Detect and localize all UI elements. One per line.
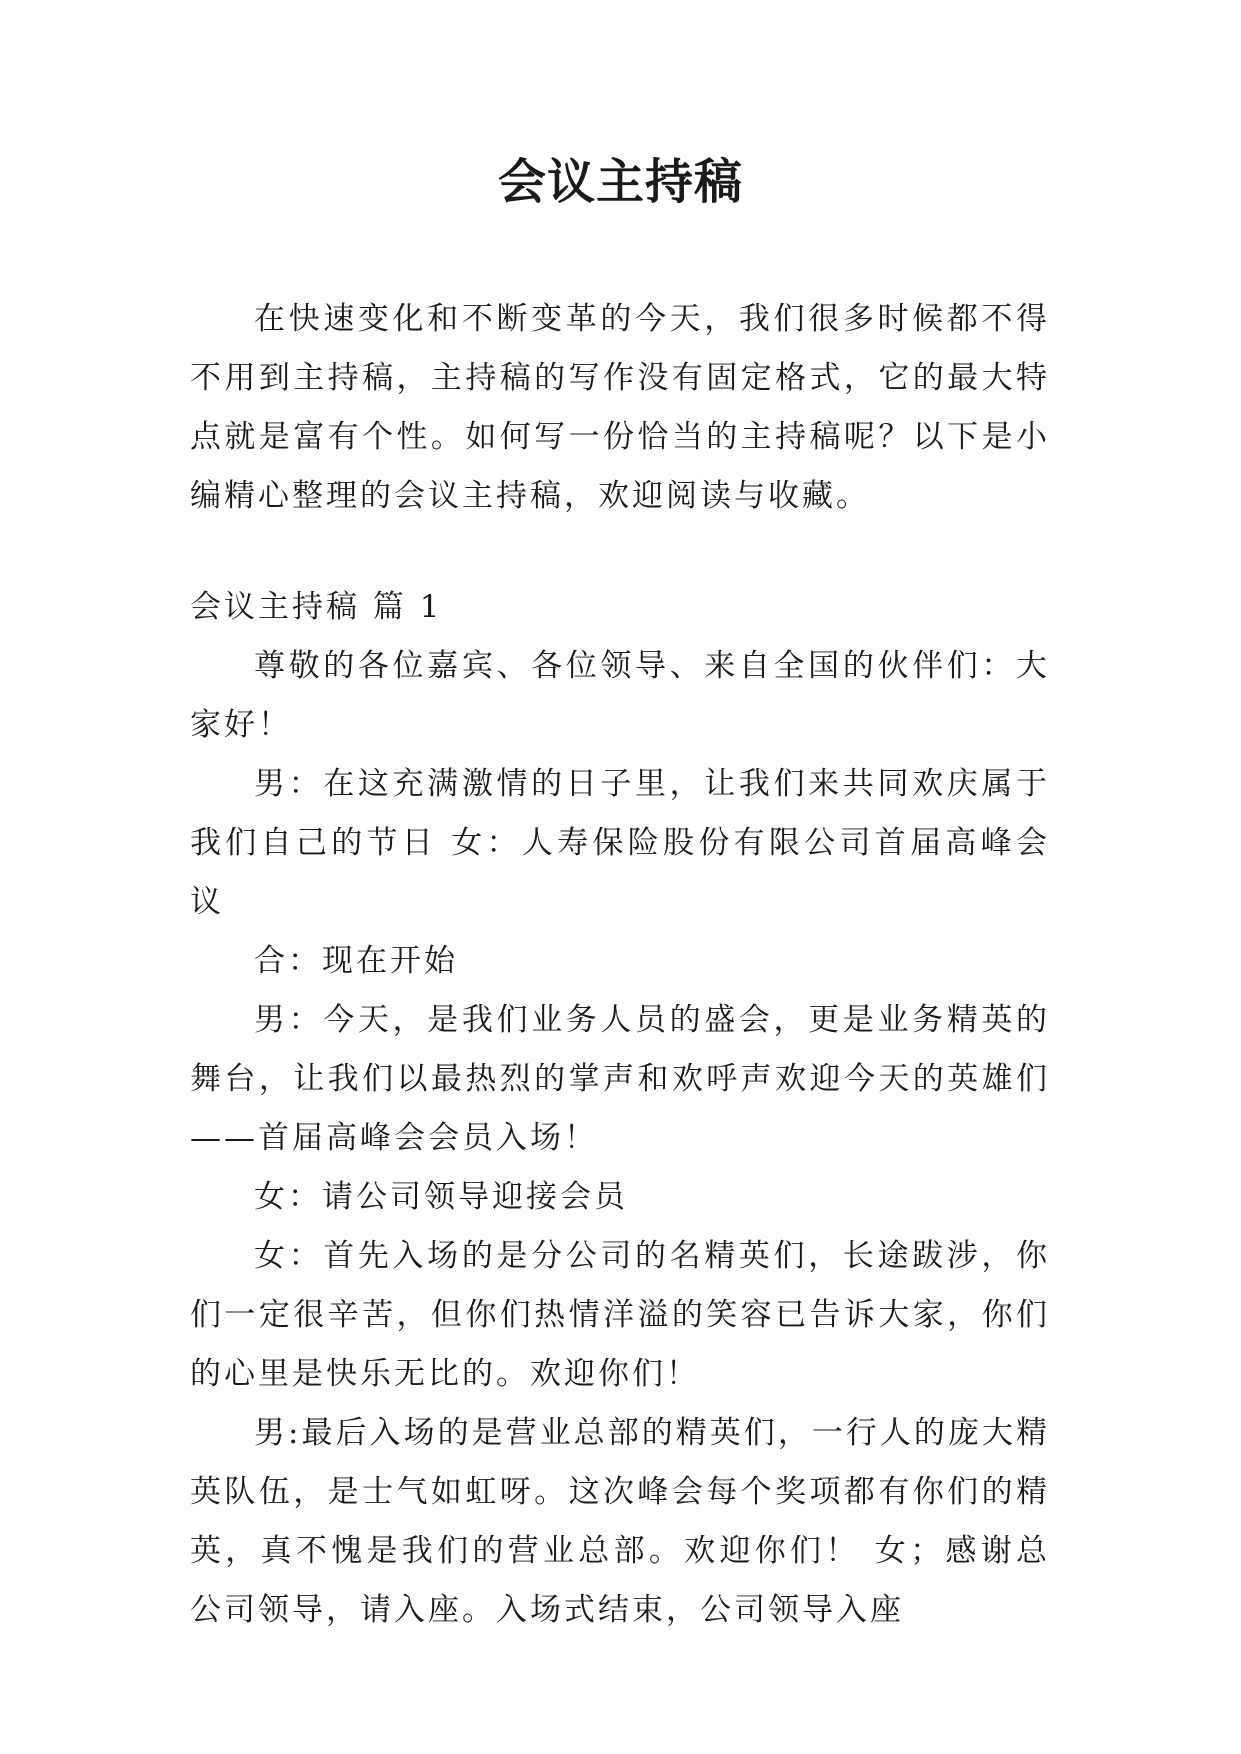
body-paragraph-greeting: 尊敬的各位嘉宾、各位领导、来自全国的伙伴们：大家好！ xyxy=(190,648,1050,743)
section-heading: 会议主持稿 篇 1 xyxy=(190,589,443,625)
body-paragraph-branch-entry: 女：首先入场的是分公司的名精英们，长途跋涉，你们一定很辛苦，但你们热情洋溢的笑容已告诉大家，你们的心里是快乐无比的。欢迎你们！ xyxy=(190,1238,1050,1392)
body-paragraph-opening: 男：在这充满激情的日子里，让我们来共同欢庆属于我们自己的节日 女：人寿保险股份有限公司首届高峰会议 xyxy=(190,766,1050,920)
intro-paragraph: 在快速变化和不断变革的今天，我们很多时候都不得不用到主持稿，主持稿的写作没有固定格式，它的最大特点就是富有个性。如何写一份恰当的主持稿呢？以下是小编精心整理的会议主持稿，欢迎阅读与收藏。 xyxy=(190,301,1050,514)
body-paragraph-welcome-leaders: 女：请公司领导迎接会员 xyxy=(254,1179,628,1215)
document-title: 会议主持稿 xyxy=(497,154,743,210)
body-paragraph-start: 合：现在开始 xyxy=(254,943,458,979)
body-paragraph-headquarters-entry: 男:最后入场的是营业总部的精英们，一行人的庞大精英队伍，是士气如虹呀。这次峰会每个奖项都有你们的精英，真不愧是我们的营业总部。欢迎你们！ 女；感谢总公司领导，请入座。入场式结束，公司领导入座 xyxy=(190,1415,1050,1628)
document-body xyxy=(190,290,1050,1640)
body-paragraph-entrance: 男：今天，是我们业务人员的盛会，更是业务精英的舞台，让我们以最热烈的掌声和欢呼声欢迎今天的英雄们——首届高峰会会员入场！ xyxy=(190,1002,1050,1156)
